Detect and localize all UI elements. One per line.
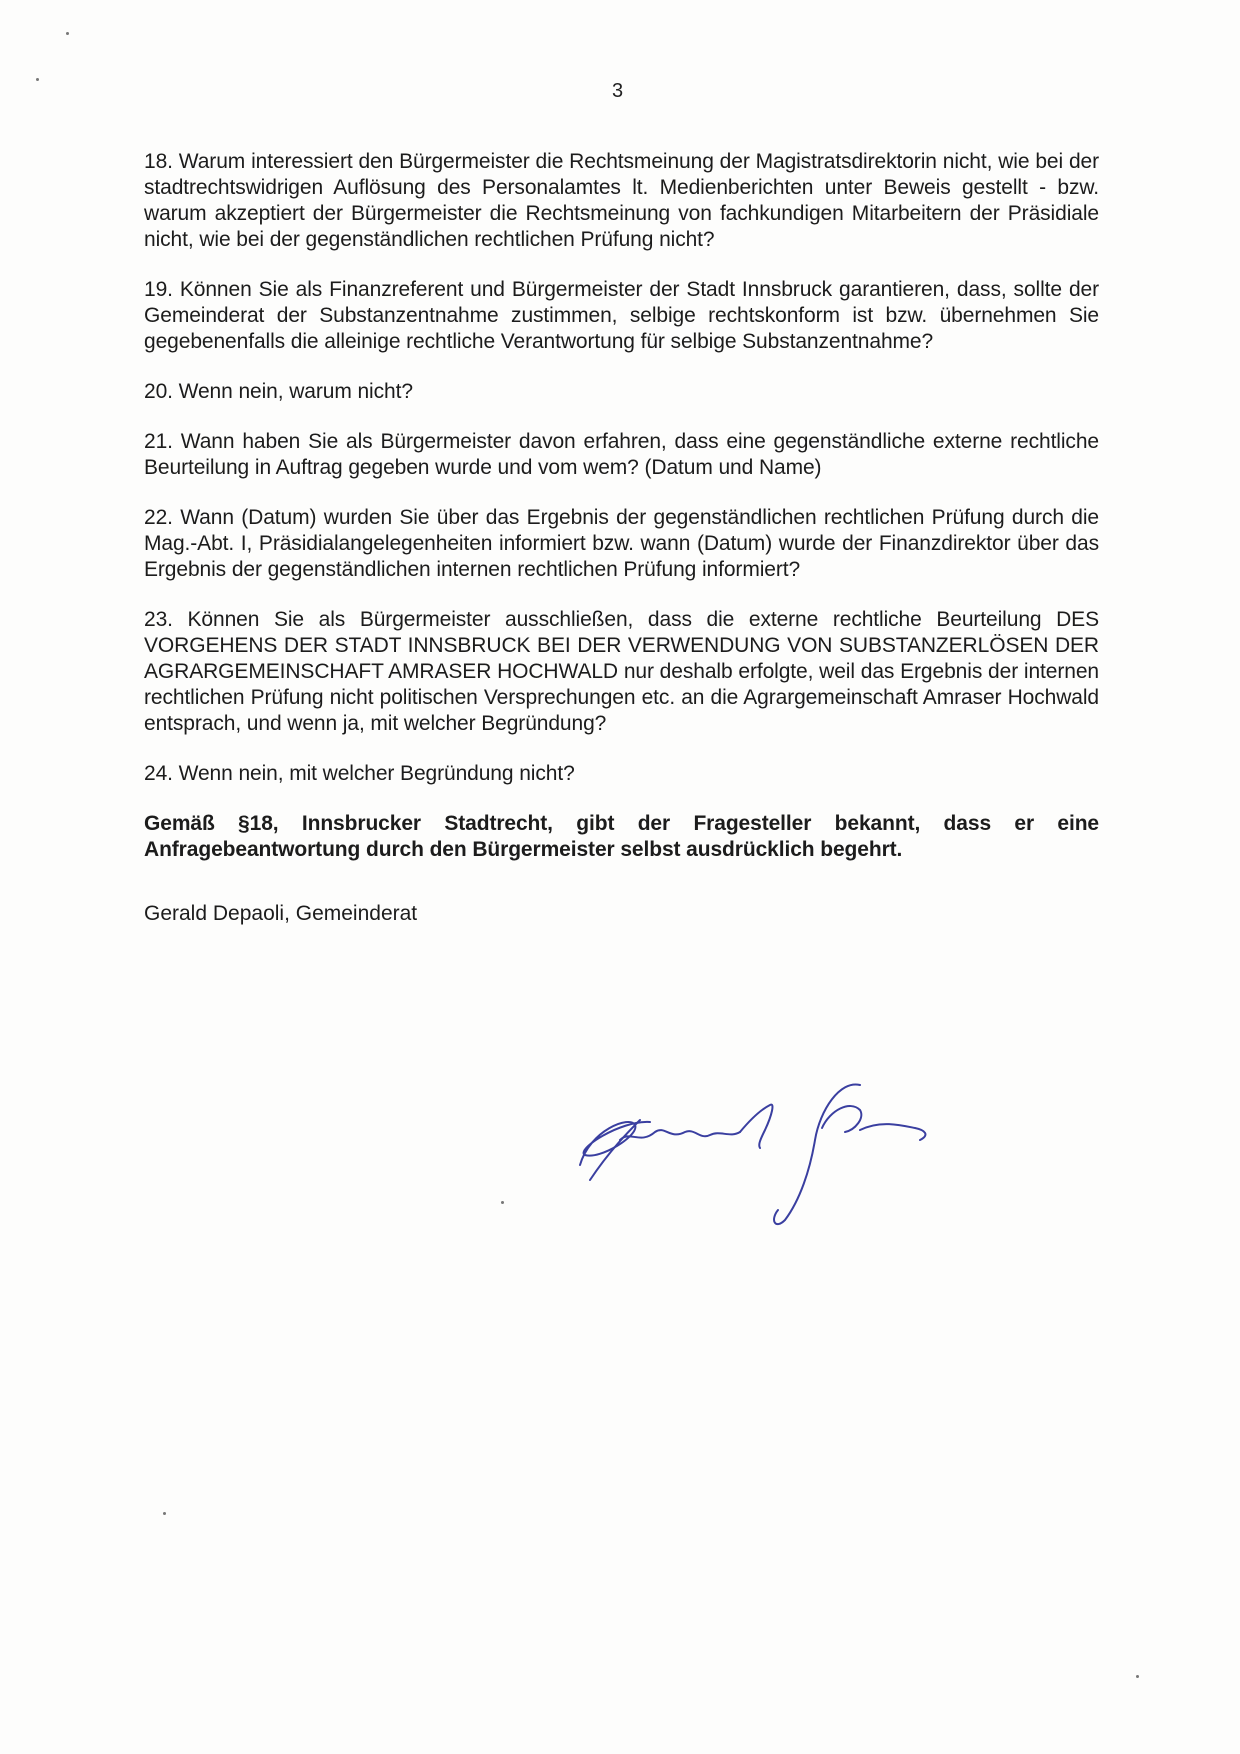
question-24: 24. Wenn nein, mit welcher Begründung nicht? [144, 762, 575, 785]
scan-speck [36, 78, 39, 81]
question-22: 22. Wann (Datum) wurden Sie über das Ergebnis der gegenständlichen rechtlichen Prüfung durch die Mag.-Abt. I, Präsidialangelegenheiten informiert bzw. wann (Datum) wurde der Finanzdirektor über das Ergebnis der gegenständlichen internen rechtlichen Prüfung informiert? [144, 506, 1099, 581]
scan-speck [501, 1201, 504, 1204]
question-20: 20. Wenn nein, warum nicht? [144, 380, 413, 403]
page-number: 3 [612, 80, 624, 102]
question-19: 19. Können Sie als Finanzreferent und Bürgermeister der Stadt Innsbruck garantieren, dass, sollte der Gemeinderat der Substanzentnahme zustimmen, selbige rechtskonform ist bzw. übernehmen Sie gegebenenfalls die alleinige rechtliche Verantwortung für selbige Substanzentnahme? [144, 278, 1099, 353]
question-18: 18. Warum interessiert den Bürgermeister die Rechtsmeinung der Magistratsdirektorin nicht, wie bei der stadtrechtswidrigen Auflösung des Personalamtes lt. Medienberichten unter Beweis gestellt - bzw. warum akzeptiert der Bürgermeister die Rechtsmeinung von fachkundigen Mitarbeitern der Präsidiale nicht, wie bei der gegenständlichen rechtlichen Prüfung nicht? [144, 150, 1099, 251]
scan-speck [163, 1512, 166, 1515]
scan-speck [1136, 1675, 1139, 1678]
legal-statement: Gemäß §18, Innsbrucker Stadtrecht, gibt der Fragesteller bekannt, dass er eine Anfragebeantwortung durch den Bürgermeister selbst ausdrücklich begehrt. [144, 812, 1099, 861]
signatory-line: Gerald Depaoli, Gemeinderat [144, 902, 418, 925]
scan-speck [66, 32, 69, 35]
document-body [144, 149, 1099, 927]
question-21: 21. Wann haben Sie als Bürgermeister davon erfahren, dass eine gegenständliche externe rechtliche Beurteilung in Auftrag gegeben wurde und vom wem? (Datum und Name) [144, 430, 1099, 479]
question-23: 23. Können Sie als Bürgermeister ausschließen, dass die externe rechtliche Beurteilung DES VORGEHENS DER STADT INNSBRUCK BEI DER VERWENDUNG VON SUBSTANZERLÖSEN DER AGRARGEMEINSCHAFT AMRASER HOCHWALD nur deshalb erfolgte, weil das Ergebnis der internen rechtlichen Prüfung nicht politischen Versprechungen etc. an die Agrargemeinschaft Amraser Hochwald entsprach, und wenn ja, mit welcher Begründung? [144, 608, 1099, 735]
handwritten-signature [560, 1070, 980, 1250]
